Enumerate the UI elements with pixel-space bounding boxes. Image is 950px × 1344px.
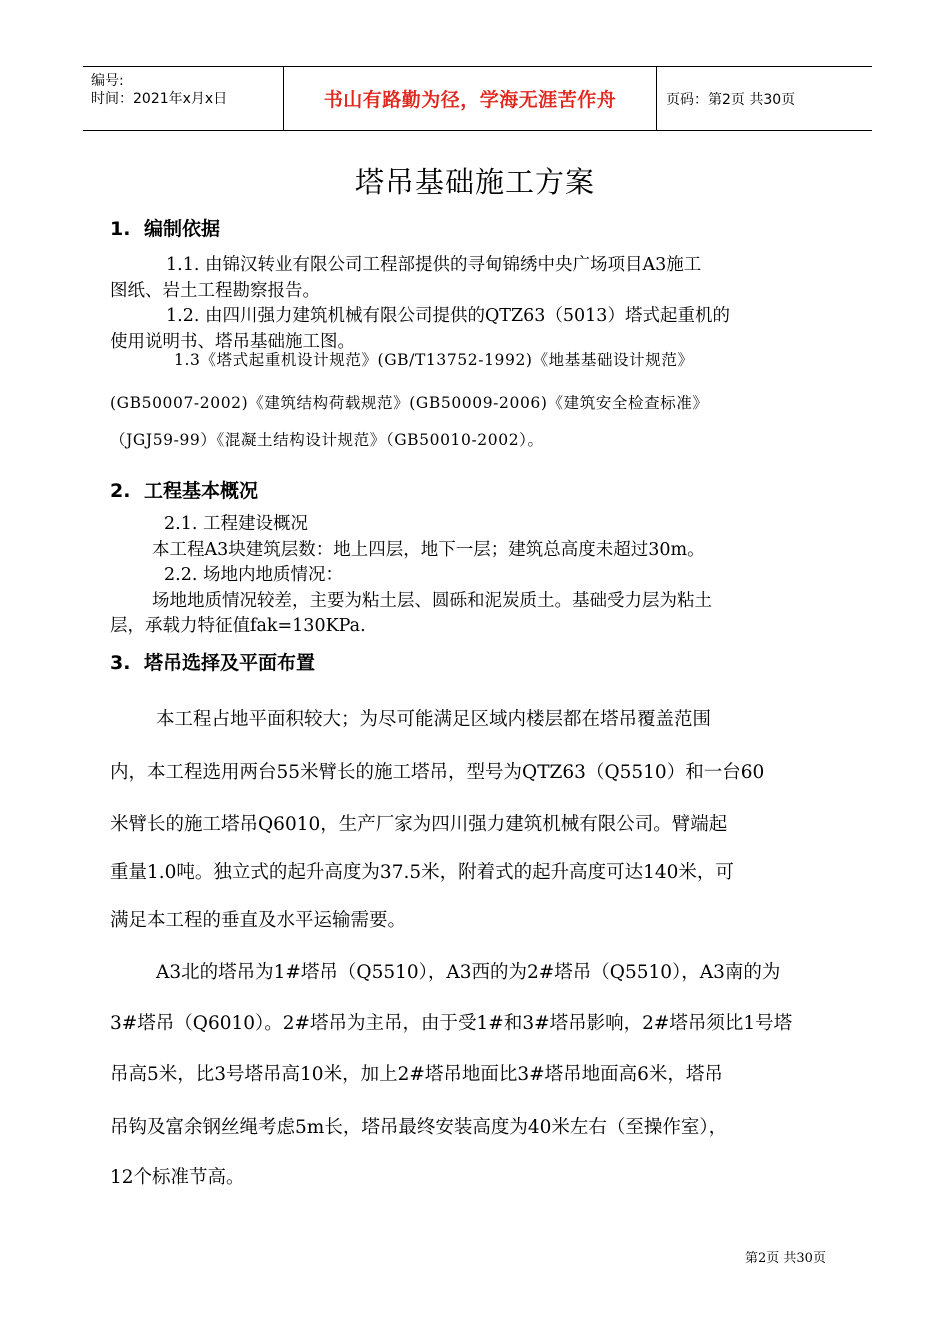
section3-para1-line5: 满足本工程的垂直及水平运输需要。 — [110, 910, 407, 931]
section2-l2: 本工程A3块建筑层数：地上四层，地下一层；建筑总高度未超过30m。 — [152, 540, 705, 560]
section2-l5: 层，承载力特征值fak=130KPa. — [110, 616, 366, 636]
section3-para1-line2: 内，本工程选用两台55米臂长的施工塔吊，型号为QTZ63（Q5510）和一台60 — [110, 762, 765, 783]
section3-para2-line5: 12个标准节高。 — [110, 1167, 245, 1188]
section1-p3c: （JGJ59-99）《混凝土结构设计规范》（GB50010-2002）。 — [110, 431, 544, 449]
section2-title: 工程基本概况 — [144, 480, 259, 502]
code-label: 编号: — [91, 73, 124, 89]
header-table — [83, 66, 872, 131]
section3-para1-line3: 米臂长的施工塔吊Q6010，生产厂家为四川强力建筑机械有限公司。臂端起 — [110, 814, 728, 835]
section3-heading — [110, 648, 315, 675]
section3-para1-line1: 本工程占地平面积较大；为尽可能满足区域内楼层都在塔吊覆盖范围 — [156, 709, 712, 730]
document-title: 塔吊基础施工方案 — [354, 165, 595, 199]
section3-number: 3. — [110, 652, 131, 674]
header-info-cell — [83, 67, 284, 130]
section3-title: 塔吊选择及平面布置 — [144, 652, 316, 674]
section3-para2-line2: 3#塔吊（Q6010）。2#塔吊为主吊，由于受1#和3#塔吊影响，2#塔吊须比1号塔 — [110, 1013, 793, 1034]
section1-p2: 1.2. 由四川强力建筑机械有限公司提供的QTZ63（5013）塔式起重机的 — [166, 306, 730, 326]
section3-para2-line4: 吊钩及富余钢丝绳考虑5m长，塔吊最终安装高度为40米左右（至操作室）， — [110, 1117, 728, 1138]
section1-number: 1. — [110, 218, 131, 240]
header-page-cell — [657, 67, 872, 130]
section1-title: 编制依据 — [144, 218, 221, 240]
page-label: 页码：第2页 共30页 — [666, 91, 796, 108]
section3-para2-line3: 吊高5米，比3号塔吊高10米，加上2#塔吊地面比3#塔吊地面高6米，塔吊 — [110, 1064, 723, 1085]
section2-number: 2. — [110, 480, 131, 502]
section1-p1b: 图纸、岩土工程勘察报告。 — [110, 281, 320, 301]
section1-heading — [110, 214, 220, 241]
section3-para2-line1: A3北的塔吊为1#塔吊（Q5510），A3西的为2#塔吊（Q5510），A3南的为 — [156, 962, 781, 983]
section1-p2b: 使用说明书、塔吊基础施工图。 — [110, 332, 355, 352]
section1-p3b: (GB50007-2002)《建筑结构荷载规范》(GB50009-2006)《建筑安全检查标准》 — [110, 394, 709, 412]
section2-l3: 2.2. 场地内地质情况： — [164, 565, 343, 585]
section2-heading — [110, 476, 258, 503]
section3-para1-line4: 重量1.0吨。独立式的起升高度为37.5米，附着式的起升高度可达140米，可 — [110, 862, 734, 883]
time-label: 时间：2021年x月x日 — [91, 91, 228, 107]
header-motto-cell — [284, 67, 657, 130]
motto: 书山有路勤为径，学海无涯苦作舟 — [323, 89, 617, 111]
page-footer: 第2页 共30页 — [745, 1251, 826, 1266]
section1-p1: 1.1. 由锦汉转业有限公司工程部提供的寻甸锦绣中央广场项目A3施工 — [166, 255, 702, 275]
section1-p3a: 1.3《塔式起重机设计规范》(GB/T13752-1992)《地基基础设计规范》 — [174, 351, 694, 369]
section2-l1: 2.1. 工程建设概况 — [164, 514, 308, 534]
section2-l4: 场地地质情况较差，主要为粘土层、圆砾和泥炭质土。基础受力层为粘土 — [152, 591, 712, 611]
